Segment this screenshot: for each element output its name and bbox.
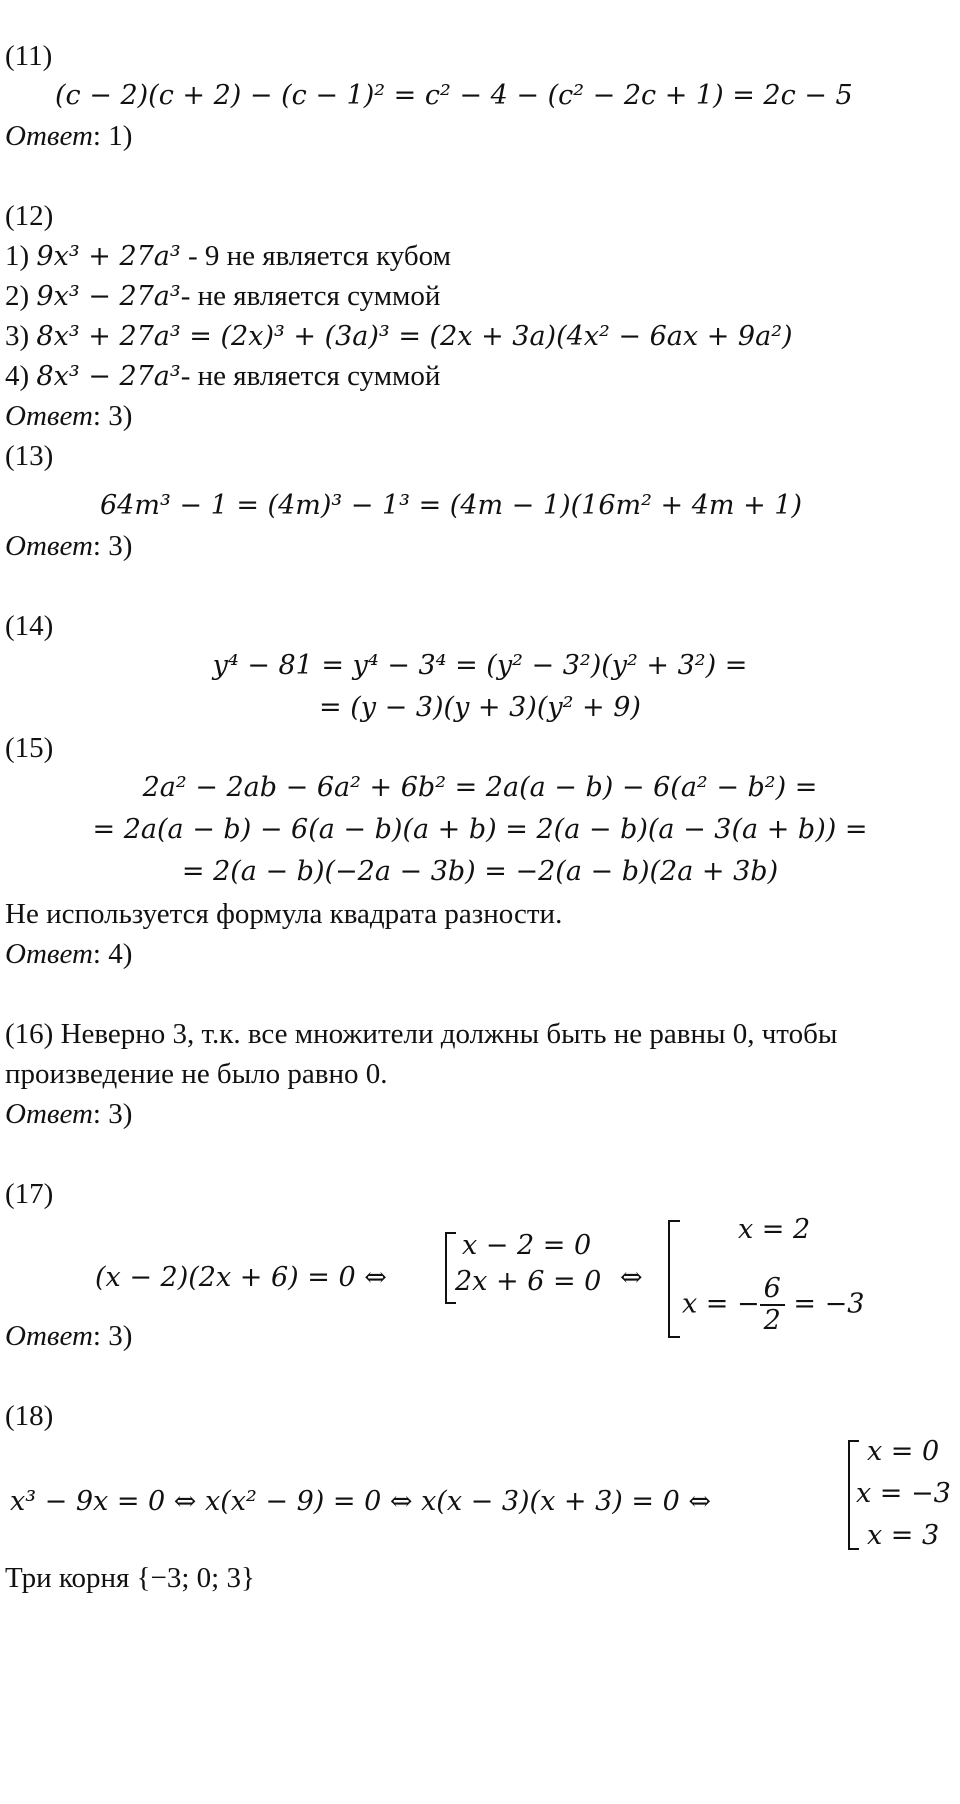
problem-12-item-4: 4) 8x³ − 27a³- не является суммой: [5, 360, 441, 392]
problem-16-text-line-2: произведение не было равно 0.: [5, 1058, 388, 1090]
problem-18-number: (18): [5, 1400, 54, 1432]
problem-12-item-2: 2) 9x³ − 27a³- не является суммой: [5, 280, 441, 312]
problem-18-result-3: x = 3: [867, 1520, 940, 1551]
problem-14-equation-line-2: = (y − 3)(y + 3)(y² + 9): [319, 692, 641, 723]
problem-17-equivalence-arrow: ⇔: [620, 1262, 643, 1293]
problem-12-item-3: 3) 8x³ + 27a³ = (2x)³ + (3a)³ = (2x + 3a)(4x² − 6ax + 9a²): [5, 320, 793, 352]
problem-15-equation-line-3: = 2(a − b)(−2a − 3b) = −2(a − b)(2a + 3b): [181, 856, 779, 887]
problem-17-answer: Ответ: 3): [5, 1320, 133, 1352]
problem-18-result-2: x = −3: [856, 1478, 951, 1509]
problem-15-note: Не используется формула квадрата разности.: [5, 898, 563, 930]
problem-12-item-1: 1) 9x³ + 27a³ - 9 не является кубом: [5, 240, 451, 272]
problem-15-equation-line-1: 2a² − 2ab − 6a² + 6b² = 2a(a − b) − 6(a² − b²) =: [142, 772, 818, 803]
problem-13-answer: Ответ: 3): [5, 530, 133, 562]
problem-17-system-eq-1: x − 2 = 0: [462, 1230, 592, 1261]
problem-18-lhs: x³ − 9x = 0 ⇔ x(x² − 9) = 0 ⇔ x(x − 3)(x + 3) = 0 ⇔: [10, 1486, 711, 1517]
problem-13-equation: 64m³ − 1 = (4m)³ − 1³ = (4m − 1)(16m² + 4m + 1): [100, 490, 802, 521]
problem-17-result-bracket: [668, 1220, 680, 1338]
problem-15-answer: Ответ: 4): [5, 938, 133, 970]
fraction-six-over-two: $\frac{6}{2}$: [760, 1274, 785, 1336]
problem-17-result-1: x = 2: [738, 1214, 811, 1245]
problem-12-answer: Ответ: 3): [5, 400, 133, 432]
problem-17-result-2: x = − $\frac{6}{2}$ = −3: [682, 1273, 865, 1336]
problem-18-roots: Три корня {−3; 0; 3}: [5, 1562, 255, 1594]
problem-14-number: (14): [5, 610, 54, 642]
problem-16-answer: Ответ: 3): [5, 1098, 133, 1130]
problem-16-text-line-1: (16) Неверно 3, т.к. все множители должны быть не равны 0, чтобы: [5, 1018, 838, 1050]
problem-11-answer: Ответ: 1): [5, 120, 133, 152]
problem-17-number: (17): [5, 1178, 54, 1210]
problem-17-lhs: (x − 2)(2x + 6) = 0 ⇔: [95, 1262, 387, 1293]
problem-12-number: (12): [5, 200, 54, 232]
problem-13-number: (13): [5, 440, 54, 472]
problem-18-result-1: x = 0: [867, 1436, 940, 1467]
problem-11-equation: (c − 2)(c + 2) − (c − 1)² = c² − 4 − (c² − 2c + 1) = 2c − 5: [55, 80, 853, 111]
problem-15-number: (15): [5, 732, 54, 764]
problem-14-equation-line-1: y⁴ − 81 = y⁴ − 3⁴ = (y² − 3²)(y² + 3²) =: [212, 650, 748, 681]
problem-15-equation-line-2: = 2a(a − b) − 6(a − b)(a + b) = 2(a − b)(a − 3(a + b)) =: [92, 814, 868, 845]
problem-17-system-eq-2: 2x + 6 = 0: [455, 1266, 602, 1297]
problem-11-number: (11): [5, 40, 53, 72]
